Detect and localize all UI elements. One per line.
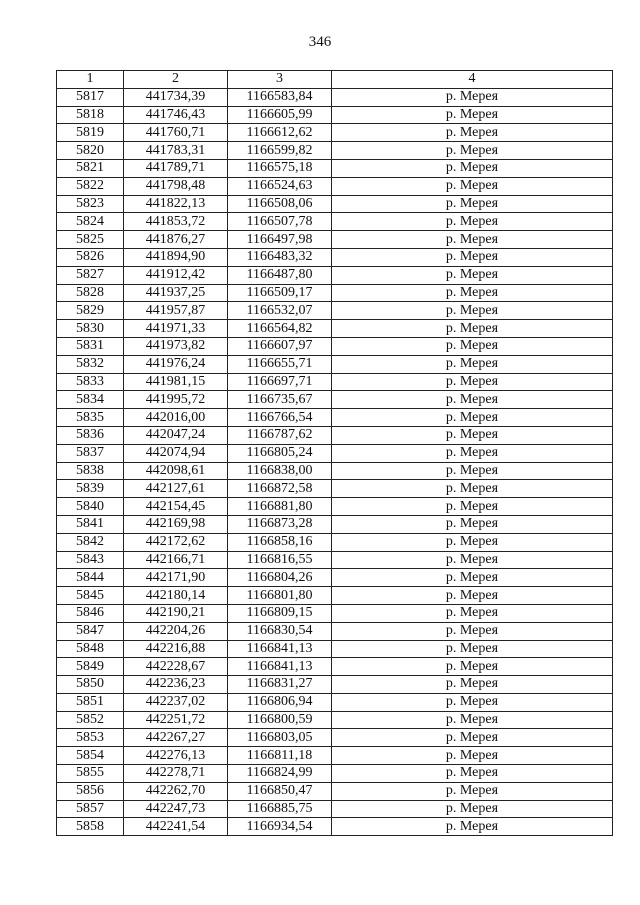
- point-number-cell: 5821: [57, 159, 124, 177]
- point-number-cell: 5856: [57, 782, 124, 800]
- table-row: [57, 711, 613, 729]
- point-number-cell: 5855: [57, 765, 124, 783]
- description-cell: р. Мерея: [332, 444, 613, 462]
- y-coordinate-cell: 1166841,13: [228, 658, 332, 676]
- description-cell: р. Мерея: [332, 195, 613, 213]
- table-row: [57, 106, 613, 124]
- point-number-cell: 5842: [57, 533, 124, 551]
- y-coordinate-cell: 1166509,17: [228, 284, 332, 302]
- header-row: [57, 71, 613, 89]
- description-cell: р. Мерея: [332, 302, 613, 320]
- table-row: [57, 604, 613, 622]
- description-cell: р. Мерея: [332, 320, 613, 338]
- description-cell: р. Мерея: [332, 658, 613, 676]
- point-number-cell: 5853: [57, 729, 124, 747]
- point-number-cell: 5817: [57, 88, 124, 106]
- table-row: [57, 729, 613, 747]
- table-row: [57, 248, 613, 266]
- y-coordinate-cell: 1166858,16: [228, 533, 332, 551]
- y-coordinate-cell: 1166583,84: [228, 88, 332, 106]
- y-coordinate-cell: 1166801,80: [228, 587, 332, 605]
- y-coordinate-cell: 1166524,63: [228, 177, 332, 195]
- description-cell: р. Мерея: [332, 284, 613, 302]
- table-body: [57, 88, 613, 835]
- y-coordinate-cell: 1166497,98: [228, 231, 332, 249]
- y-coordinate-cell: 1166655,71: [228, 355, 332, 373]
- table-row: [57, 284, 613, 302]
- x-coordinate-cell: 442247,73: [124, 800, 228, 818]
- table-row: [57, 124, 613, 142]
- description-cell: р. Мерея: [332, 551, 613, 569]
- description-cell: р. Мерея: [332, 142, 613, 160]
- table-row: [57, 658, 613, 676]
- y-coordinate-cell: 1166532,07: [228, 302, 332, 320]
- header-col-4: 4: [332, 71, 613, 89]
- point-number-cell: 5840: [57, 498, 124, 516]
- y-coordinate-cell: 1166873,28: [228, 515, 332, 533]
- y-coordinate-cell: 1166575,18: [228, 159, 332, 177]
- point-number-cell: 5845: [57, 587, 124, 605]
- description-cell: р. Мерея: [332, 124, 613, 142]
- x-coordinate-cell: 441995,72: [124, 391, 228, 409]
- table-row: [57, 551, 613, 569]
- point-number-cell: 5834: [57, 391, 124, 409]
- y-coordinate-cell: 1166805,24: [228, 444, 332, 462]
- description-cell: р. Мерея: [332, 604, 613, 622]
- description-cell: р. Мерея: [332, 498, 613, 516]
- point-number-cell: 5852: [57, 711, 124, 729]
- table-row: [57, 462, 613, 480]
- point-number-cell: 5820: [57, 142, 124, 160]
- point-number-cell: 5849: [57, 658, 124, 676]
- x-coordinate-cell: 442262,70: [124, 782, 228, 800]
- y-coordinate-cell: 1166803,05: [228, 729, 332, 747]
- page-number: 346: [308, 34, 332, 50]
- x-coordinate-cell: 441798,48: [124, 177, 228, 195]
- table-row: [57, 498, 613, 516]
- table-row: [57, 800, 613, 818]
- table-row: [57, 426, 613, 444]
- point-number-cell: 5837: [57, 444, 124, 462]
- point-number-cell: 5835: [57, 409, 124, 427]
- point-number-cell: 5857: [57, 800, 124, 818]
- description-cell: р. Мерея: [332, 622, 613, 640]
- point-number-cell: 5829: [57, 302, 124, 320]
- x-coordinate-cell: 442267,27: [124, 729, 228, 747]
- point-number-cell: 5822: [57, 177, 124, 195]
- x-coordinate-cell: 442074,94: [124, 444, 228, 462]
- y-coordinate-cell: 1166612,62: [228, 124, 332, 142]
- table-row: [57, 213, 613, 231]
- x-coordinate-cell: 442216,88: [124, 640, 228, 658]
- y-coordinate-cell: 1166830,54: [228, 622, 332, 640]
- y-coordinate-cell: 1166787,62: [228, 426, 332, 444]
- description-cell: р. Мерея: [332, 177, 613, 195]
- y-coordinate-cell: 1166816,55: [228, 551, 332, 569]
- table-row: [57, 159, 613, 177]
- point-number-cell: 5825: [57, 231, 124, 249]
- point-number-cell: 5851: [57, 693, 124, 711]
- x-coordinate-cell: 441876,27: [124, 231, 228, 249]
- header-col-1: 1: [57, 71, 124, 89]
- description-cell: р. Мерея: [332, 266, 613, 284]
- table-row: [57, 195, 613, 213]
- y-coordinate-cell: 1166697,71: [228, 373, 332, 391]
- description-cell: р. Мерея: [332, 640, 613, 658]
- description-cell: р. Мерея: [332, 409, 613, 427]
- x-coordinate-cell: 442016,00: [124, 409, 228, 427]
- x-coordinate-cell: 441912,42: [124, 266, 228, 284]
- x-coordinate-cell: 442276,13: [124, 747, 228, 765]
- table-row: [57, 622, 613, 640]
- x-coordinate-cell: 442127,61: [124, 480, 228, 498]
- y-coordinate-cell: 1166831,27: [228, 676, 332, 694]
- x-coordinate-cell: 442241,54: [124, 818, 228, 836]
- point-number-cell: 5819: [57, 124, 124, 142]
- point-number-cell: 5841: [57, 515, 124, 533]
- y-coordinate-cell: 1166809,15: [228, 604, 332, 622]
- point-number-cell: 5830: [57, 320, 124, 338]
- table-row: [57, 337, 613, 355]
- description-cell: р. Мерея: [332, 800, 613, 818]
- table-row: [57, 142, 613, 160]
- y-coordinate-cell: 1166508,06: [228, 195, 332, 213]
- description-cell: р. Мерея: [332, 765, 613, 783]
- y-coordinate-cell: 1166872,58: [228, 480, 332, 498]
- y-coordinate-cell: 1166507,78: [228, 213, 332, 231]
- y-coordinate-cell: 1166564,82: [228, 320, 332, 338]
- table-row: [57, 409, 613, 427]
- point-number-cell: 5848: [57, 640, 124, 658]
- table-row: [57, 676, 613, 694]
- table-row: [57, 231, 613, 249]
- description-cell: р. Мерея: [332, 355, 613, 373]
- description-cell: р. Мерея: [332, 88, 613, 106]
- table-row: [57, 373, 613, 391]
- description-cell: р. Мерея: [332, 462, 613, 480]
- x-coordinate-cell: 442204,26: [124, 622, 228, 640]
- description-cell: р. Мерея: [332, 747, 613, 765]
- point-number-cell: 5838: [57, 462, 124, 480]
- table-row: [57, 765, 613, 783]
- x-coordinate-cell: 441894,90: [124, 248, 228, 266]
- y-coordinate-cell: 1166850,47: [228, 782, 332, 800]
- point-number-cell: 5844: [57, 569, 124, 587]
- y-coordinate-cell: 1166599,82: [228, 142, 332, 160]
- x-coordinate-cell: 442166,71: [124, 551, 228, 569]
- description-cell: р. Мерея: [332, 213, 613, 231]
- table-row: [57, 747, 613, 765]
- x-coordinate-cell: 441853,72: [124, 213, 228, 231]
- description-cell: р. Мерея: [332, 391, 613, 409]
- table-row: [57, 391, 613, 409]
- description-cell: р. Мерея: [332, 159, 613, 177]
- x-coordinate-cell: 441783,31: [124, 142, 228, 160]
- y-coordinate-cell: 1166881,80: [228, 498, 332, 516]
- y-coordinate-cell: 1166766,54: [228, 409, 332, 427]
- table-row: [57, 302, 613, 320]
- y-coordinate-cell: 1166607,97: [228, 337, 332, 355]
- y-coordinate-cell: 1166483,32: [228, 248, 332, 266]
- x-coordinate-cell: 442169,98: [124, 515, 228, 533]
- x-coordinate-cell: 442098,61: [124, 462, 228, 480]
- table-header: [57, 71, 613, 89]
- point-number-cell: 5827: [57, 266, 124, 284]
- x-coordinate-cell: 441789,71: [124, 159, 228, 177]
- description-cell: р. Мерея: [332, 533, 613, 551]
- description-cell: р. Мерея: [332, 373, 613, 391]
- header-col-2: 2: [124, 71, 228, 89]
- x-coordinate-cell: 441760,71: [124, 124, 228, 142]
- y-coordinate-cell: 1166934,54: [228, 818, 332, 836]
- table-row: [57, 177, 613, 195]
- point-number-cell: 5818: [57, 106, 124, 124]
- point-number-cell: 5833: [57, 373, 124, 391]
- point-number-cell: 5850: [57, 676, 124, 694]
- description-cell: р. Мерея: [332, 231, 613, 249]
- x-coordinate-cell: 442047,24: [124, 426, 228, 444]
- point-number-cell: 5831: [57, 337, 124, 355]
- point-number-cell: 5824: [57, 213, 124, 231]
- point-number-cell: 5843: [57, 551, 124, 569]
- description-cell: р. Мерея: [332, 426, 613, 444]
- y-coordinate-cell: 1166811,18: [228, 747, 332, 765]
- description-cell: р. Мерея: [332, 248, 613, 266]
- point-number-cell: 5828: [57, 284, 124, 302]
- table-row: [57, 266, 613, 284]
- y-coordinate-cell: 1166735,67: [228, 391, 332, 409]
- table-row: [57, 88, 613, 106]
- table-row: [57, 480, 613, 498]
- table-row: [57, 444, 613, 462]
- y-coordinate-cell: 1166841,13: [228, 640, 332, 658]
- description-cell: р. Мерея: [332, 515, 613, 533]
- description-cell: р. Мерея: [332, 569, 613, 587]
- x-coordinate-cell: 441973,82: [124, 337, 228, 355]
- table-row: [57, 320, 613, 338]
- x-coordinate-cell: 442278,71: [124, 765, 228, 783]
- x-coordinate-cell: 441976,24: [124, 355, 228, 373]
- table-row: [57, 533, 613, 551]
- point-number-cell: 5832: [57, 355, 124, 373]
- point-number-cell: 5854: [57, 747, 124, 765]
- y-coordinate-cell: 1166885,75: [228, 800, 332, 818]
- y-coordinate-cell: 1166838,00: [228, 462, 332, 480]
- description-cell: р. Мерея: [332, 693, 613, 711]
- y-coordinate-cell: 1166824,99: [228, 765, 332, 783]
- x-coordinate-cell: 442228,67: [124, 658, 228, 676]
- x-coordinate-cell: 441971,33: [124, 320, 228, 338]
- description-cell: р. Мерея: [332, 818, 613, 836]
- description-cell: р. Мерея: [332, 106, 613, 124]
- y-coordinate-cell: 1166806,94: [228, 693, 332, 711]
- y-coordinate-cell: 1166605,99: [228, 106, 332, 124]
- point-number-cell: 5847: [57, 622, 124, 640]
- description-cell: р. Мерея: [332, 782, 613, 800]
- x-coordinate-cell: 442172,62: [124, 533, 228, 551]
- x-coordinate-cell: 441734,39: [124, 88, 228, 106]
- y-coordinate-cell: 1166804,26: [228, 569, 332, 587]
- description-cell: р. Мерея: [332, 676, 613, 694]
- table-row: [57, 587, 613, 605]
- table-row: [57, 355, 613, 373]
- description-cell: р. Мерея: [332, 587, 613, 605]
- y-coordinate-cell: 1166800,59: [228, 711, 332, 729]
- x-coordinate-cell: 442251,72: [124, 711, 228, 729]
- x-coordinate-cell: 441822,13: [124, 195, 228, 213]
- description-cell: р. Мерея: [332, 480, 613, 498]
- y-coordinate-cell: 1166487,80: [228, 266, 332, 284]
- x-coordinate-cell: 441981,15: [124, 373, 228, 391]
- point-number-cell: 5839: [57, 480, 124, 498]
- point-number-cell: 5826: [57, 248, 124, 266]
- x-coordinate-cell: 442154,45: [124, 498, 228, 516]
- table-row: [57, 693, 613, 711]
- point-number-cell: 5846: [57, 604, 124, 622]
- x-coordinate-cell: 441746,43: [124, 106, 228, 124]
- description-cell: р. Мерея: [332, 729, 613, 747]
- table-row: [57, 640, 613, 658]
- point-number-cell: 5858: [57, 818, 124, 836]
- x-coordinate-cell: 441937,25: [124, 284, 228, 302]
- x-coordinate-cell: 442171,90: [124, 569, 228, 587]
- table-row: [57, 782, 613, 800]
- description-cell: р. Мерея: [332, 711, 613, 729]
- table-row: [57, 818, 613, 836]
- x-coordinate-cell: 442180,14: [124, 587, 228, 605]
- x-coordinate-cell: 441957,87: [124, 302, 228, 320]
- header-col-3: 3: [228, 71, 332, 89]
- x-coordinate-cell: 442190,21: [124, 604, 228, 622]
- point-number-cell: 5836: [57, 426, 124, 444]
- x-coordinate-cell: 442236,23: [124, 676, 228, 694]
- coordinates-table: [56, 70, 613, 836]
- description-cell: р. Мерея: [332, 337, 613, 355]
- table-row: [57, 515, 613, 533]
- point-number-cell: 5823: [57, 195, 124, 213]
- x-coordinate-cell: 442237,02: [124, 693, 228, 711]
- table-row: [57, 569, 613, 587]
